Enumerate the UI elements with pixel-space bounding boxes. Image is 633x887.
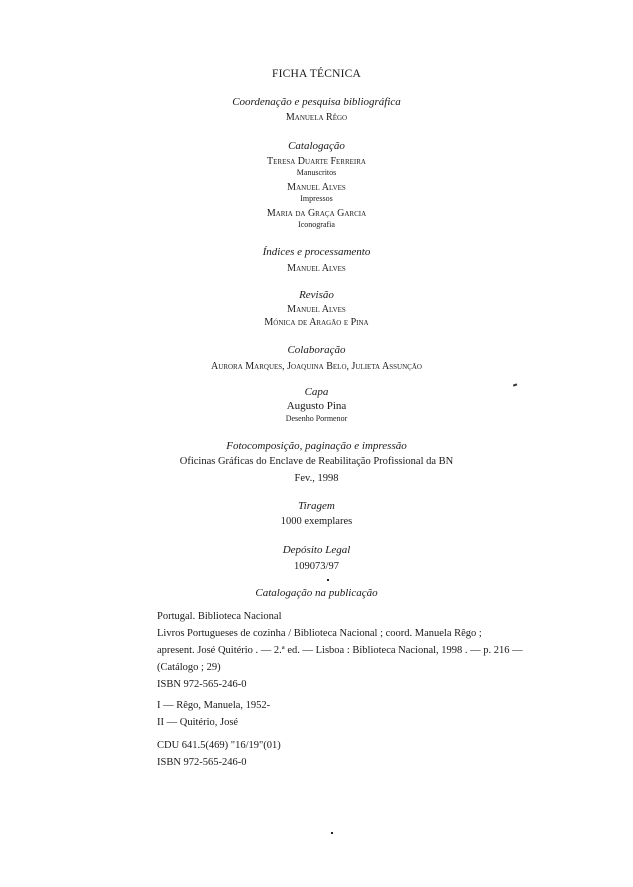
revisao-heading: Revisão xyxy=(299,289,334,301)
catalogacao-role-3: Iconografia xyxy=(298,220,335,229)
catalogacao-name-2: Manuel Alves xyxy=(287,182,346,193)
coordenacao-heading: Coordenação e pesquisa bibliográfica xyxy=(232,96,401,108)
publicacao-line: ISBN 972-565-246-0 xyxy=(157,679,247,690)
colaboracao-heading: Colaboração xyxy=(287,344,346,356)
deposito-heading: Depósito Legal xyxy=(282,544,351,556)
decorative-dot xyxy=(331,832,333,834)
publicacao-line: (Catálogo ; 29) xyxy=(157,662,221,673)
publicacao-heading: Catalogação na publicação xyxy=(255,587,378,599)
fotocomposicao-line1: Oficinas Gráficas do Enclave de Reabilitação Profissional da BN xyxy=(179,456,454,467)
publicacao-line: Livros Portugueses de cozinha / Biblioteca Nacional ; coord. Manuela Rêgo ; xyxy=(157,628,482,639)
indices-heading: Índices e processamento xyxy=(262,246,371,258)
coordenacao-name: Manuela Rêgo xyxy=(285,112,348,123)
publicacao-line: I — Rêgo, Manuela, 1952- xyxy=(157,700,271,711)
deposito-value: 109073/97 xyxy=(294,561,339,572)
catalogacao-name-1: Teresa Duarte Ferreira xyxy=(267,156,366,167)
catalogacao-name-3: Maria da Graça Garcia xyxy=(266,208,367,219)
revisao-name-1: Manuel Alves xyxy=(287,304,346,315)
publicacao-block-1 xyxy=(157,608,557,693)
tiragem-value: 1000 exemplares xyxy=(280,516,353,527)
publicacao-line: II — Quitério, José xyxy=(157,717,239,728)
page-title: FICHA TÉCNICA xyxy=(272,68,361,80)
capa-name: Augusto Pina xyxy=(286,400,347,412)
publicacao-line: apresent. José Quitério . — 2.ª ed. — Lisboa : Biblioteca Nacional, 1998 . — p. 216 — xyxy=(157,645,523,656)
decorative-dot xyxy=(327,579,329,581)
capa-heading: Capa xyxy=(304,386,329,398)
publicacao-line: ISBN 972-565-246-0 xyxy=(157,757,247,768)
catalogacao-heading: Catalogação xyxy=(288,140,345,152)
publicacao-block-2 xyxy=(157,697,557,731)
publicacao-block-3 xyxy=(157,737,557,771)
indices-name: Manuel Alves xyxy=(287,263,346,274)
publicacao-line: Portugal. Biblioteca Nacional xyxy=(157,611,282,622)
revisao-name-2: Mónica de Aragão e Pina xyxy=(264,317,369,328)
colaboracao-names: Aurora Marques, Joaquina Belo, Julieta Assunção xyxy=(211,361,422,372)
fotocomposicao-line2: Fev., 1998 xyxy=(294,473,339,484)
tiragem-heading: Tiragem xyxy=(298,500,335,512)
catalogacao-role-1: Manuscritos xyxy=(296,168,337,177)
fotocomposicao-heading: Fotocomposição, paginação e impressão xyxy=(226,440,407,452)
publicacao-line: CDU 641.5(469) "16/19"(01) xyxy=(157,740,281,751)
catalogacao-role-2: Impressos xyxy=(300,194,333,203)
capa-detail: Desenho Pormenor xyxy=(285,414,348,423)
